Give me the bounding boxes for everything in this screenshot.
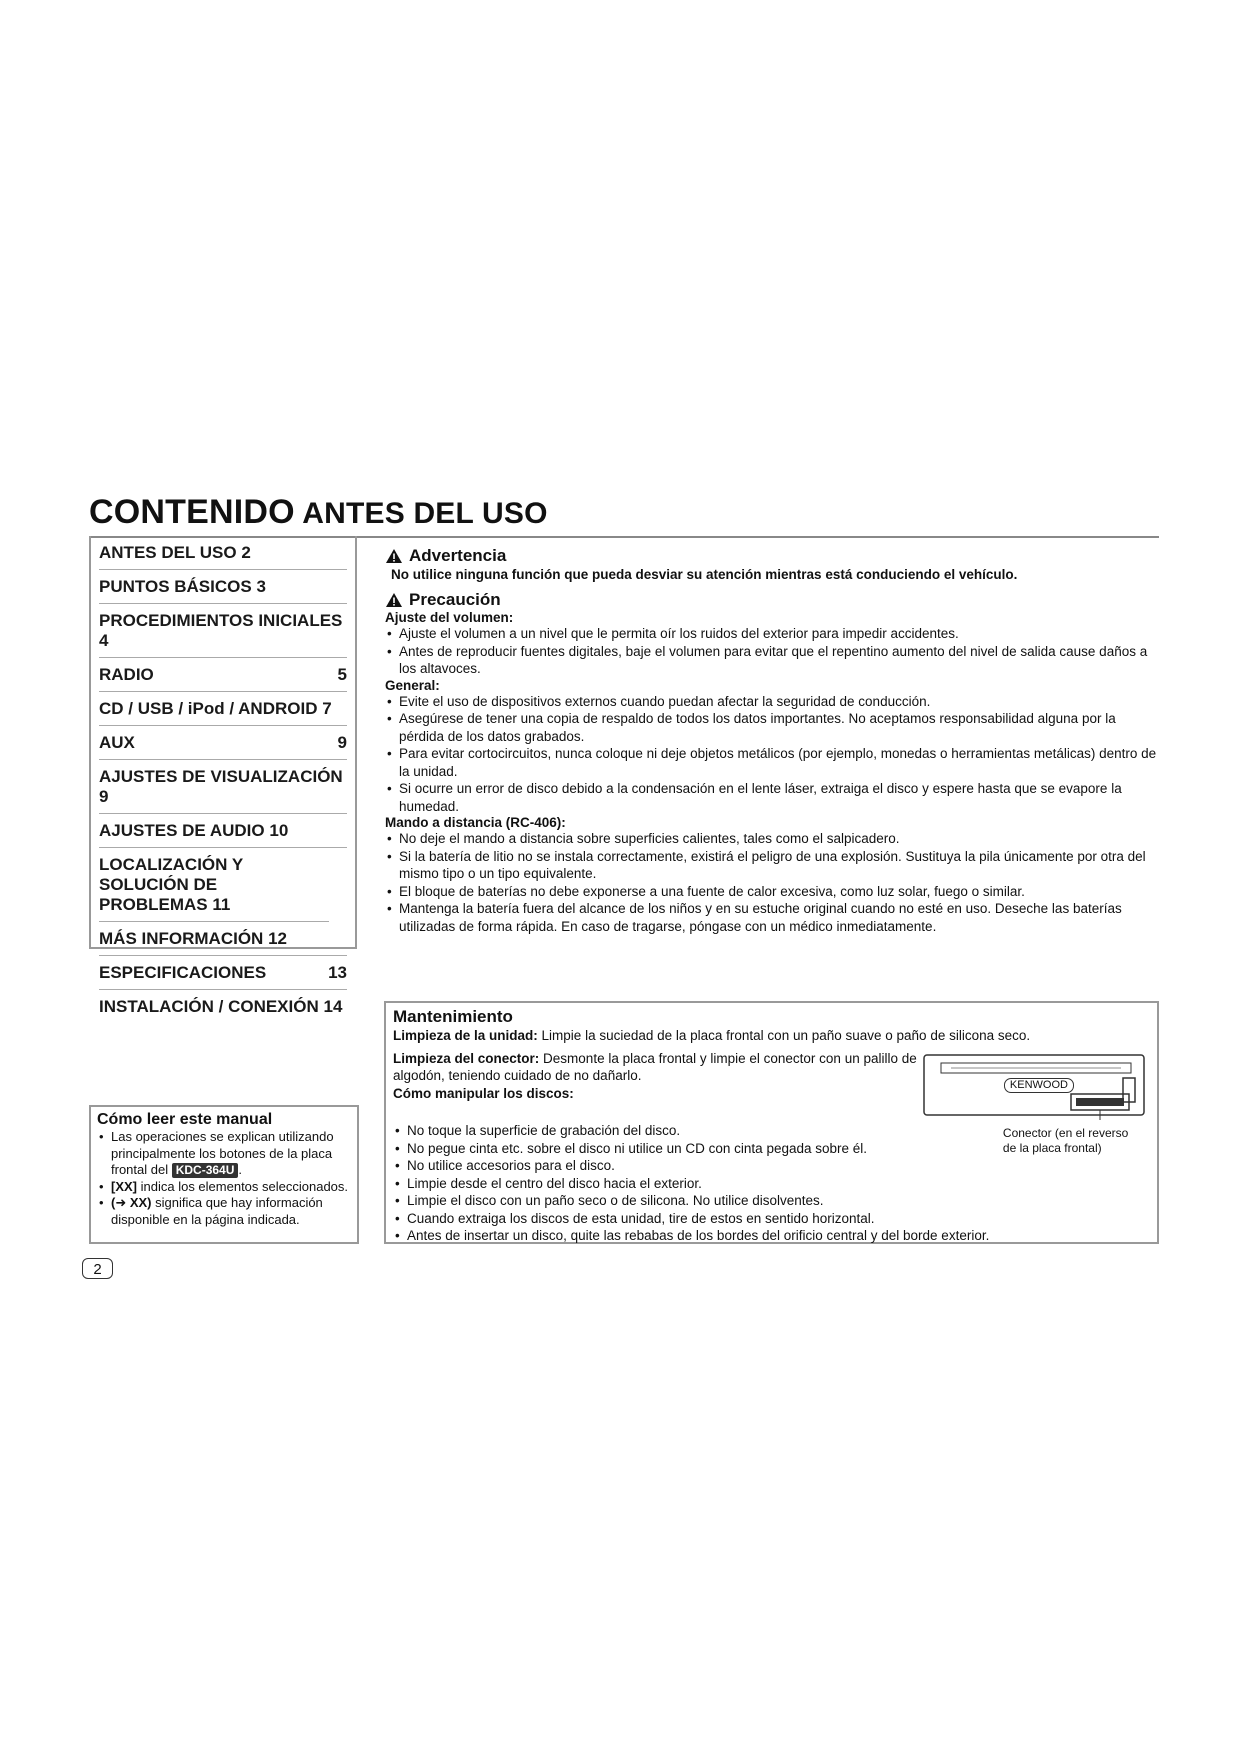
- page-title: [89, 493, 548, 532]
- general-list: [385, 693, 1157, 816]
- warning-section: [385, 546, 1155, 582]
- discs-list: [393, 1122, 1123, 1245]
- remote-title: Mando a distancia (RC-406):: [385, 815, 566, 830]
- reference-symbol: (➜ XX): [111, 1195, 152, 1210]
- warning-heading: Advertencia: [409, 546, 507, 565]
- list-item: • Antes de insertar un disco, quite las rebabas de los bordes del orificio central y del borde exterior.: [393, 1227, 1123, 1245]
- item1-end: .: [238, 1162, 243, 1177]
- list-item: [97, 1129, 351, 1179]
- toc-label: PUNTOS BÁSICOS: [99, 577, 252, 596]
- toc-item-ajustes-visualizacion[interactable]: [99, 760, 347, 814]
- list-item: • Para evitar cortocircuitos, nunca coloque ni deje objetos metálicos (por ejemplo, monedas o herramientas metálicas) dentro de la unidad.: [385, 745, 1157, 780]
- toc-item-puntos-basicos[interactable]: [99, 570, 347, 604]
- toc-page: 2: [241, 543, 251, 562]
- toc-page: 13: [328, 963, 347, 982]
- remote-list: [385, 830, 1157, 935]
- list-item: [97, 1179, 351, 1196]
- item3-text: significa que hay información disponible en la página indicada.: [111, 1195, 323, 1227]
- unit-cleaning-text: Limpie la suciedad de la placa frontal con un paño suave o paño de silicona seco.: [541, 1028, 1031, 1043]
- toc-page: 7: [322, 699, 332, 718]
- list-item: • Limpie el disco con un paño seco o de silicona. No utilice disolventes.: [393, 1192, 1123, 1210]
- unit-cleaning-label: Limpieza de la unidad:: [393, 1028, 538, 1043]
- item1-text: Las operaciones se explican utilizando principalmente los botones de la placa frontal del: [111, 1129, 334, 1177]
- toc-label: ANTES DEL USO: [99, 543, 237, 562]
- toc-item-localizacion-problemas[interactable]: [99, 848, 329, 922]
- list-item: • No pegue cinta etc. sobre el disco ni utilice un CD con cinta pegada sobre él.: [393, 1140, 1123, 1158]
- toc-item-radio[interactable]: [99, 658, 347, 692]
- toc-page: 9: [337, 733, 347, 752]
- toc-page: 14: [323, 997, 343, 1016]
- toc-label: AJUSTES DE AUDIO: [99, 821, 265, 840]
- toc-page: 10: [269, 821, 289, 840]
- toc-item-aux[interactable]: [99, 726, 347, 760]
- list-item: • Limpie desde el centro del disco hacia el exterior.: [393, 1175, 1123, 1193]
- connector-cleaning: [393, 1050, 921, 1084]
- list-item: • Si ocurre un error de disco debido a la condensación en el lente láser, extraiga el disco y espere hasta que se evapore la humedad.: [385, 780, 1157, 815]
- discs-title: Cómo manipular los discos:: [393, 1086, 574, 1101]
- how-to-read-list: [97, 1129, 351, 1228]
- volume-title: Ajuste del volumen:: [385, 610, 514, 625]
- title-main: CONTENIDO: [89, 493, 295, 531]
- connector-cleaning-text: Desmonte la placa frontal y limpie el conector con un palillo de algodón, teniendo cuidado de no dañarlo.: [393, 1051, 917, 1083]
- caution-triangle-icon: [385, 592, 403, 608]
- list-item: • No utilice accesorios para el disco.: [393, 1157, 1123, 1175]
- select-symbol: [XX]: [111, 1178, 137, 1194]
- general-title: General:: [385, 677, 440, 693]
- list-item: • Ajuste el volumen a un nivel que le permita oír los ruidos del exterior para impedir accidentes.: [385, 625, 1157, 643]
- toc-page: 9: [99, 787, 109, 806]
- list-item: • El bloque de baterías no debe exponerse a una fuente de calor excesiva, como luz solar, fuego o similar.: [385, 883, 1157, 901]
- toc-label: CD / USB / iPod / ANDROID: [99, 699, 318, 718]
- toc-page: 11: [212, 895, 231, 914]
- list-item: • Antes de reproducir fuentes digitales, baje el volumen para evitar que el repentino aumento del nivel de salida cause daños a los altavoces.: [385, 643, 1157, 678]
- toc-label: MÁS INFORMACIÓN: [99, 929, 264, 948]
- list-item: • Evite el uso de dispositivos externos cuando puedan afectar la seguridad de conducción.: [385, 693, 1157, 711]
- toc-label: ESPECIFICACIONES: [99, 963, 267, 982]
- item2-text: indica los elementos seleccionados.: [140, 1178, 349, 1194]
- toc-item-mas-informacion[interactable]: [99, 922, 347, 956]
- maintenance-heading: Mantenimiento: [393, 1007, 513, 1026]
- list-item: • Si la batería de litio no se instala correctamente, existirá el peligro de una explosión. Sustituya la pila únicamente por otra del mismo tipo o un tipo equivalente.: [385, 848, 1157, 883]
- table-of-contents: [89, 536, 357, 1016]
- toc-label: LOCALIZACIÓN Y SOLUCIÓN DE PROBLEMAS: [99, 855, 243, 914]
- list-item: [97, 1195, 351, 1228]
- toc-item-procedimientos-iniciales[interactable]: [99, 604, 347, 658]
- maintenance-box: [384, 1001, 1159, 1244]
- list-item: • No deje el mando a distancia sobre superficies calientes, tales como el salpicadero.: [385, 830, 1157, 848]
- caution-heading: Precaución: [409, 590, 501, 609]
- toc-item-ajustes-audio[interactable]: [99, 814, 347, 848]
- list-item: • Mantenga la batería fuera del alcance de los niños y en su estuche original cuando no esté en uso. Deseche las baterías utilizadas de forma rápida. En caso de tragarse, póngase con un médico inmediatamente.: [385, 900, 1157, 935]
- toc-item-especificaciones[interactable]: [99, 956, 347, 990]
- warning-triangle-icon: [385, 548, 403, 564]
- toc-label: AUX: [99, 733, 135, 752]
- toc-page: 12: [268, 929, 287, 948]
- list-item: • Cuando extraiga los discos de esta unidad, tire de estos en sentido horizontal.: [393, 1210, 1123, 1228]
- toc-item-cd-usb-ipod-android[interactable]: [99, 692, 347, 726]
- toc-item-antes-del-uso[interactable]: [99, 536, 347, 570]
- warning-text: No utilice ninguna función que pueda desviar su atención mientras está conduciendo el vehículo.: [391, 567, 1018, 582]
- toc-page: 3: [256, 577, 266, 596]
- toc-label: PROCEDIMIENTOS INICIALES: [99, 611, 343, 630]
- how-to-read-box: [89, 1105, 359, 1244]
- model-badge: KDC-364U: [172, 1163, 239, 1178]
- page-number: 2: [82, 1258, 113, 1279]
- title-sub: ANTES DEL USO: [302, 497, 548, 530]
- toc-label: INSTALACIÓN / CONEXIÓN: [99, 997, 319, 1016]
- connector-cleaning-label: Limpieza del conector:: [393, 1051, 540, 1066]
- caution-section: [385, 590, 1157, 935]
- connector-caption: Conector (en el reverso de la placa frontal): [1002, 1126, 1129, 1155]
- toc-page: 5: [337, 665, 347, 684]
- toc-label: AJUSTES DE VISUALIZACIÓN: [99, 767, 343, 786]
- how-to-read-heading: Cómo leer este manual: [97, 1111, 273, 1128]
- volume-list: [385, 625, 1157, 678]
- list-item: • No toque la superficie de grabación del disco.: [393, 1122, 1123, 1140]
- toc-page: 4: [99, 631, 109, 650]
- kenwood-logo: KENWOOD: [1004, 1078, 1074, 1093]
- list-item: • Asegúrese de tener una copia de respaldo de todos los datos importantes. No aceptamos responsabilidad alguna por la pérdida de los datos grabados.: [385, 710, 1157, 745]
- unit-cleaning: [393, 1027, 1150, 1044]
- toc-item-instalacion-conexion[interactable]: [99, 990, 347, 1023]
- toc-label: RADIO: [99, 665, 154, 684]
